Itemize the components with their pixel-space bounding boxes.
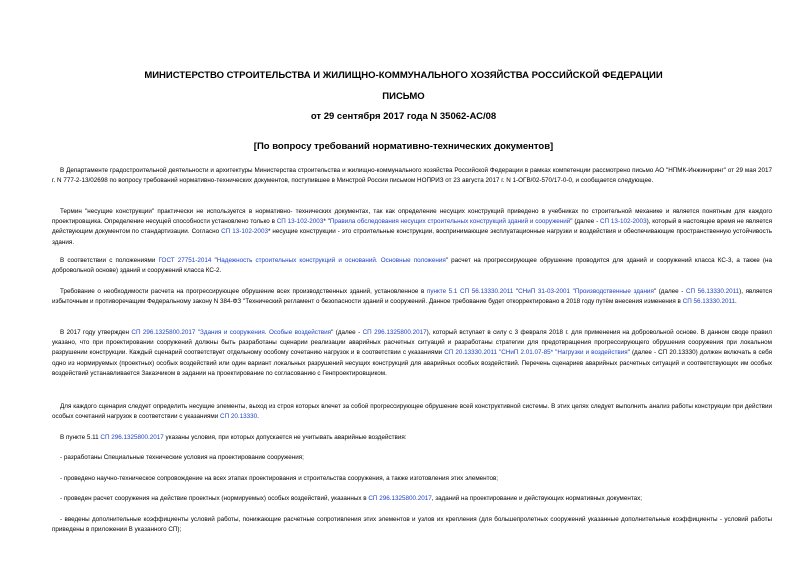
paragraph-text: , заданий на проектирование и действующих нормативных документах;	[431, 495, 643, 502]
paragraph-text: - разработаны Специальные технические условия на проектирование сооружения;	[60, 454, 304, 461]
doc-link-inspection-rules[interactable]: Правила обследования несущих строительных конструкций зданий и сооружений	[329, 218, 571, 226]
paragraph-gost	[52, 256, 772, 276]
list-item	[52, 494, 772, 504]
paragraph-text: Термин "несущие конструкции" практически не используется в нормативно- технических документах, так как определение несущих конструкций приведено в учебниках по строительной механике и является понятным для каждого проектировщика. Определение несущей способности установлено только в	[52, 208, 772, 226]
paragraph-scenarios	[52, 402, 772, 422]
paragraph-text: Требование о необходимости расчета на прогрессирующее обрушение всех производственных зданий, установленное в	[60, 288, 427, 295]
paragraph-text: В Департаменте градостроительной деятельности и архитектуры Министерства строительства и жилищно-коммунального хозяйства Российской Федерации в рамках компетенции рассмотрено письмо АО "НПМК-Инжиниринг" от 29 мая 2017 г. N 777-2-13/02698 по вопросу требований нормативно-технических документов, поступившее в Минстрой России письмом НОПРИЗ от 23 августа 2017 г. N 1-ОГВ/02-570/17-0-0, и сообщается следующее.	[52, 167, 772, 185]
paragraph-text: указаны условия, при которых допускается не учитывать аварийные воздействия:	[163, 434, 407, 441]
paragraph-text: Для каждого сценария следует определить несущие элементы, выход из строя которых влечет за собой прогрессирующее обрушение всей конструктивной системы. В этих целях следует выполнить анализ работы конструкции при действии особых сочетаний нагрузок в соответствии с указаниями	[52, 403, 772, 421]
paragraph-text: * "	[323, 218, 330, 226]
paragraph-text: "	[211, 257, 217, 264]
ministry-title: МИНИСТЕРСТВО СТРОИТЕЛЬСТВА И ЖИЛИЩНО-КОММУНАЛЬНОГО ХОЗЯЙСТВА РОССИЙСКОЙ ФЕДЕРАЦИИ	[144, 70, 663, 81]
doc-link-sp-20[interactable]: СП 20.13330	[220, 413, 258, 421]
list-item	[52, 515, 772, 535]
doc-link-sp-13-102-2003[interactable]: СП 13-102-2003	[599, 218, 647, 226]
doc-link-sp-20[interactable]: СП 20.13330.2011 "СНиП 2.01.07-85* "Нагрузки и воздействия	[444, 349, 628, 357]
paragraph-text: " (далее - СП 20.13330) должен включать в себя одно из нормируемых (проектных) особых воздействий или один вариант локальных разрушений несущих конструкций для аварийных особых воздействий. Перечень сценариев аварийных расчетных ситуаций и соответствующих им особых воздействий устанавливается Заказчиком в задании на проектирование по согласованию с Генпроектировщиком.	[52, 349, 772, 377]
paragraph-text: " (далее -	[653, 288, 686, 295]
date-number: от 29 сентября 2017 года N 35062-АС/08	[310, 111, 497, 122]
paragraph-text: - проведен расчет сооружения на действие проектных (нормируемых) особых воздействий, указанных в	[60, 495, 369, 502]
subject-line: [По вопросу требований нормативно-технических документов]	[253, 141, 554, 152]
paragraph-conditions	[52, 433, 772, 443]
doc-link-sp-56[interactable]: СП 56.13330.2011	[682, 298, 736, 306]
paragraph-text: " расчет на прогрессирующее обрушение проводится для зданий и сооружений класса КС-3, а также (на добровольной основе) зданий и сооружений класса КС-2.	[52, 257, 772, 275]
doc-link-sp-56[interactable]: СП 56.13330.2011	[685, 288, 740, 295]
document-type: ПИСЬМО	[382, 91, 425, 102]
doc-link-gost-27751-2014[interactable]: ГОСТ 27751-2014	[158, 257, 212, 264]
paragraph-requirement	[52, 287, 772, 307]
doc-link-snip-31-03-2001[interactable]: СНиП 31-03-2001 "Производственные здания	[518, 288, 654, 295]
paragraph-text: .	[735, 298, 737, 306]
paragraph-text: * несущие конструкции - это строительные конструкции, воспринимающие эксплуатационные нагрузки и воздействия и обеспечивающие пространственную устойчивость здания.	[52, 228, 772, 246]
paragraph-intro	[52, 166, 772, 186]
paragraph-text: ), который вступает в силу с 3 февраля 2018 г. для применения на добровольной основе. В данном своде правил указано, что при проектировании сооружений должны быть разработаны сценарии реализации аварийных расчетных ситуаций и разработаны стратегии для предотвращения прогрессирующего обрушения сооружения при локальном разрушении конструкции. Каждый сценарий соответствует отдельному особому сочетанию нагрузок и в соответствии с указаниями	[52, 329, 772, 357]
doc-link-sp-13-102-2003[interactable]: СП 13-102-2003	[276, 218, 324, 226]
list-item	[52, 453, 772, 463]
doc-link-sp-296[interactable]: СП 296.1325800.2017	[362, 329, 427, 336]
paragraph-sp-296	[52, 328, 772, 379]
paragraph-text: .	[257, 413, 259, 421]
doc-link-sp-296[interactable]: СП 296.1325800.2017	[100, 434, 164, 441]
doc-link-sp-56-point-5-1[interactable]: пункте 5.1 СП 56.13330.2011	[426, 288, 514, 295]
paragraph-text: - проведено научно-техническое сопровождение на всех этапах проектирования и строительства сооружения, а также изготовления этих элементов;	[60, 475, 499, 482]
paragraph-text: ), является избыточным и противоречащим Федеральному закону N 384-ФЗ "Технический регламент о безопасности зданий и сооружений. Данное требование будет откорректировано в 2018 году путём внесения изменения в	[52, 288, 772, 306]
paragraph-text: В 2017 году утвержден	[60, 329, 132, 336]
paragraph-text: " (далее -	[570, 218, 600, 226]
paragraph-text: ), который в настоящее время не является действующим документом по стандартизации. Согласно	[52, 218, 772, 236]
doc-link-reliability[interactable]: Надежность строительных конструкций и оснований. Основные положения	[216, 257, 446, 264]
paragraph-text: В соответствии с положениями	[60, 257, 159, 264]
paragraph-text: - введены дополнительные коэффициенты условий работы, понижающие расчетные сопротивления этих элементов и узлов их крепления (для большепролетных сооружений указанные дополнительные коэффициенты - условий работы приведены в приложении В указанного СП);	[52, 516, 772, 534]
doc-link-sp-296[interactable]: СП 296.1325800.2017	[368, 495, 432, 502]
paragraph-text: " (далее -	[331, 329, 363, 336]
paragraph-text: "	[513, 288, 519, 295]
doc-link-sp-13-102-2003[interactable]: СП 13-102-2003	[221, 228, 268, 236]
list-item	[52, 474, 772, 484]
paragraph-definition	[52, 207, 772, 248]
doc-link-sp-296[interactable]: СП 296.1325800.2017 "Здания и сооружения. Особые воздействия	[131, 329, 332, 336]
paragraph-text: В пункте 5.11	[60, 434, 101, 441]
